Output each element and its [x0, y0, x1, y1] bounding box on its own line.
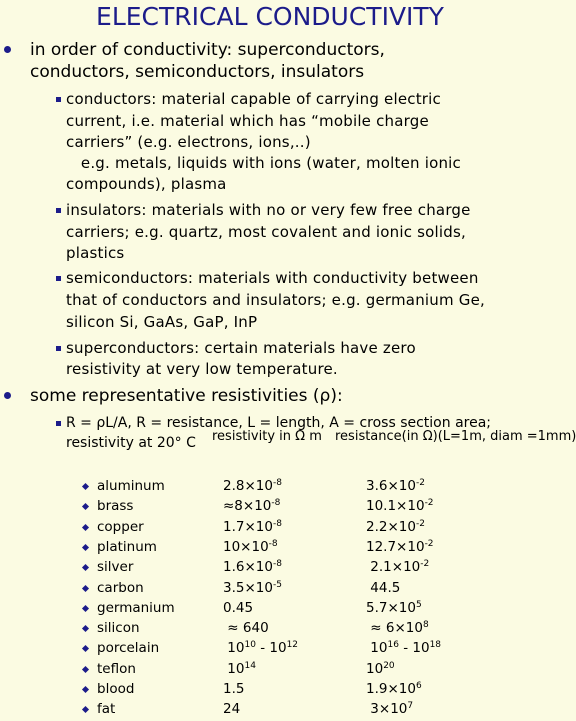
- formula-line: R = ρL/A, R = resistance, L = length, A = cross section area;: [66, 415, 492, 431]
- table-row: [80, 701, 540, 721]
- header-resistance: resistance(in Ω)(L=1m, diam =1mm): [335, 429, 576, 444]
- resistance-value: 44.5: [366, 579, 401, 596]
- table-row: [80, 661, 540, 681]
- table-row: [80, 580, 540, 600]
- square-bullet-icon: [56, 208, 61, 213]
- material-name: silicon: [97, 620, 140, 637]
- resistance-value: $2.1\times 10^{-2}$: [366, 559, 430, 576]
- formula-line: resistivity at 20° C: [66, 435, 196, 451]
- material-name: silver: [97, 559, 134, 576]
- diamond-bullet-icon: [82, 503, 89, 510]
- diamond-bullet-icon: [82, 524, 89, 531]
- diamond-bullet-icon: [82, 686, 89, 693]
- bullet-dot-icon: [4, 46, 11, 53]
- subitem-line: insulators: materials with no or very few free charge: [66, 201, 471, 219]
- subitem-line: that of conductors and insulators; e.g. germanium Ge,: [66, 291, 485, 309]
- resistivity-value: $10\times 10^{-8}$: [223, 538, 278, 555]
- diamond-bullet-icon: [82, 483, 89, 490]
- diamond-bullet-icon: [82, 625, 89, 632]
- table-row: [80, 620, 540, 640]
- table-row: [80, 640, 540, 660]
- resistance-value: $10^{16} - 10^{18}$: [366, 640, 442, 657]
- resistivity-value: 1.5: [223, 681, 245, 697]
- resistivity-value: $\approx 8\times 10^{-8}$: [223, 498, 281, 515]
- square-bullet-icon: [56, 97, 61, 102]
- bullet-text: conductors, semiconductors, insulators: [30, 62, 365, 82]
- resistance-value: $2.2\times 10^{-2}$: [366, 518, 425, 535]
- diamond-bullet-icon: [82, 645, 89, 652]
- subitem-line: carriers; e.g. quartz, most covalent and ionic solids,: [66, 223, 466, 241]
- material-name: copper: [97, 518, 144, 535]
- subitem-line: current, i.e. material which has “mobile charge: [66, 112, 429, 130]
- material-name: blood: [97, 681, 135, 697]
- diamond-bullet-icon: [82, 544, 89, 551]
- subitem-line: carriers” (e.g. electrons, ions,..): [66, 133, 311, 151]
- subitem-line: silicon Si, GaAs, GaP, InP: [66, 313, 258, 331]
- diamond-bullet-icon: [82, 605, 89, 612]
- material-name: teflon: [97, 660, 136, 677]
- resistance-value: $12.7\times 10^{-2}$: [366, 538, 434, 555]
- table-row: [80, 681, 540, 701]
- resistivity-value: $2.8\times 10^{-8}$: [223, 478, 282, 494]
- material-name: porcelain: [97, 640, 160, 657]
- subitem-line: resistivity at very low temperature.: [66, 360, 338, 378]
- resistivity-value: $3.5\times 10^{-5}$: [223, 579, 282, 596]
- material-name: brass: [97, 498, 134, 515]
- subitem-line: superconductors: certain materials have zero: [66, 339, 416, 357]
- resistivity-value: $1.6\times 10^{-8}$: [223, 559, 282, 576]
- subitem-line: semiconductors: materials with conductivity between: [66, 269, 479, 287]
- table-row: [80, 498, 540, 518]
- subitem-line: plastics: [66, 244, 125, 262]
- diamond-bullet-icon: [82, 706, 89, 713]
- material-name: fat: [97, 701, 116, 718]
- table-row: [80, 559, 540, 579]
- subitem-line: e.g. metals, liquids with ions (water, molten ionic: [66, 154, 461, 172]
- diamond-bullet-icon: [82, 564, 89, 571]
- subitem-line: compounds), plasma: [66, 175, 227, 193]
- table-row: [80, 478, 540, 498]
- square-bullet-icon: [56, 276, 61, 281]
- resistance-value: $1.9\times 10^6$: [366, 681, 422, 697]
- material-name: aluminum: [97, 478, 165, 494]
- header-resistivity: resistivity in Ω m: [212, 429, 322, 444]
- resistivity-value: $1.7\times 10^{-8}$: [223, 518, 282, 535]
- resistance-value: ≈ $6\times 10^8$: [366, 620, 429, 637]
- table-row: [80, 519, 540, 539]
- square-bullet-icon: [56, 346, 61, 351]
- subitem-line: conductors: material capable of carrying electric: [66, 90, 441, 108]
- resistance-value: $10^{20}$: [366, 660, 395, 677]
- resistivity-value: 24: [223, 701, 241, 718]
- resistance-value: $3.6\times 10^{-2}$: [366, 478, 425, 494]
- resistivity-value: $10^{10} - 10^{12}$: [223, 640, 299, 657]
- resistivity-value: 0.45: [223, 599, 254, 616]
- resistivity-value: ≈ 640: [223, 620, 269, 637]
- table-row: [80, 600, 540, 620]
- material-name: carbon: [97, 579, 144, 596]
- resistance-value: $3\times 10^7$: [366, 701, 414, 718]
- resistance-value: $10.1\times 10^{-2}$: [366, 498, 434, 515]
- diamond-bullet-icon: [82, 584, 89, 591]
- material-name: platinum: [97, 538, 157, 555]
- resistance-value: $5.7\times 10^5$: [366, 599, 422, 616]
- page-title: ELECTRICAL CONDUCTIVITY: [96, 2, 444, 31]
- bullet-text: in order of conductivity: superconductors,: [30, 40, 385, 60]
- square-bullet-icon: [56, 421, 61, 426]
- resistivity-value: $10^{14}$: [223, 660, 256, 677]
- material-name: germanium: [97, 599, 175, 616]
- table-row: [80, 539, 540, 559]
- bullet-text: some representative resistivities (ρ):: [30, 386, 343, 406]
- bullet-dot-icon: [4, 392, 11, 399]
- diamond-bullet-icon: [82, 666, 89, 673]
